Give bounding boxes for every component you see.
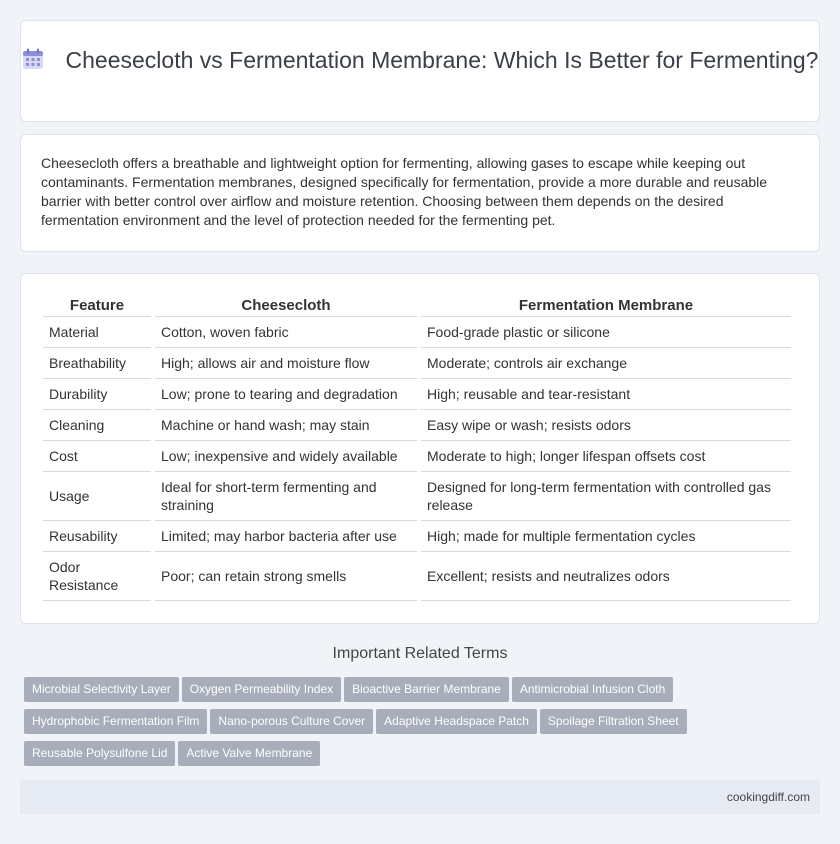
membrane-cell: Designed for long-term fermentation with controlled gas release xyxy=(421,472,791,521)
cheesecloth-cell: Machine or hand wash; may stain xyxy=(155,410,417,441)
membrane-cell: Food-grade plastic or silicone xyxy=(421,317,791,348)
membrane-cell: Moderate; controls air exchange xyxy=(421,348,791,379)
feature-cell: Cost xyxy=(43,441,151,472)
table-row xyxy=(43,348,791,379)
cheesecloth-cell: Poor; can retain strong smells xyxy=(155,552,417,601)
column-header-feature: Feature xyxy=(43,294,151,317)
table-row xyxy=(43,521,791,552)
related-term-tag[interactable]: Oxygen Permeability Index xyxy=(182,677,341,702)
table-row xyxy=(43,317,791,348)
related-terms-list xyxy=(24,677,820,773)
table-row xyxy=(43,441,791,472)
tag-row xyxy=(24,709,820,741)
membrane-cell: Moderate to high; longer lifespan offsets cost xyxy=(421,441,791,472)
related-term-tag[interactable]: Reusable Polysulfone Lid xyxy=(24,741,175,766)
membrane-cell: Easy wipe or wash; resists odors xyxy=(421,410,791,441)
cheesecloth-cell: Cotton, woven fabric xyxy=(155,317,417,348)
feature-cell: Reusability xyxy=(43,521,151,552)
table-row xyxy=(43,552,791,601)
comparison-table xyxy=(39,294,795,601)
membrane-cell: High; made for multiple fermentation cycles xyxy=(421,521,791,552)
feature-cell: Odor Resistance xyxy=(43,552,151,601)
calendar-icon xyxy=(22,48,44,70)
intro-paragraph: Cheesecloth offers a breathable and lightweight option for fermenting, allowing gases to escape while keeping out contaminants. Fermentation membranes, designed specifically for fermentation, provide a more durable and reusable barrier with better control over airflow and moisture retention. Choosing between them depends on the desired fermentation environment and the level of protection needed for the fermenting pet. xyxy=(41,155,768,228)
table-row xyxy=(43,410,791,441)
feature-cell: Cleaning xyxy=(43,410,151,441)
feature-cell: Material xyxy=(43,317,151,348)
related-term-tag[interactable]: Nano-porous Culture Cover xyxy=(210,709,373,734)
feature-cell: Breathability xyxy=(43,348,151,379)
cheesecloth-cell: Low; inexpensive and widely available xyxy=(155,441,417,472)
cheesecloth-cell: Ideal for short-term fermenting and straining xyxy=(155,472,417,521)
related-term-tag[interactable]: Active Valve Membrane xyxy=(178,741,320,766)
related-terms-heading: Important Related Terms xyxy=(332,645,508,662)
related-term-tag[interactable]: Adaptive Headspace Patch xyxy=(376,709,537,734)
tag-row xyxy=(24,741,820,773)
column-header-cheesecloth: Cheesecloth xyxy=(155,294,417,317)
related-term-tag[interactable]: Spoilage Filtration Sheet xyxy=(540,709,687,734)
feature-cell: Usage xyxy=(43,472,151,521)
comparison-table-card xyxy=(20,273,820,624)
membrane-cell: Excellent; resists and neutralizes odors xyxy=(421,552,791,601)
footer-bar xyxy=(20,780,820,814)
page-title: Cheesecloth vs Fermentation Membrane: Which Is Better for Fermenting? xyxy=(65,47,819,73)
page-title-wrap xyxy=(21,45,819,76)
related-term-tag[interactable]: Antimicrobial Infusion Cloth xyxy=(512,677,673,702)
tag-row xyxy=(24,677,820,709)
feature-cell: Durability xyxy=(43,379,151,410)
intro-card xyxy=(20,134,820,252)
table-row xyxy=(43,379,791,410)
related-term-tag[interactable]: Bioactive Barrier Membrane xyxy=(344,677,509,702)
membrane-cell: High; reusable and tear-resistant xyxy=(421,379,791,410)
cheesecloth-cell: Low; prone to tearing and degradation xyxy=(155,379,417,410)
related-term-tag[interactable]: Hydrophobic Fermentation Film xyxy=(24,709,207,734)
cheesecloth-cell: High; allows air and moisture flow xyxy=(155,348,417,379)
footer-site-link[interactable]: cookingdiff.com xyxy=(726,790,810,804)
header-card xyxy=(20,20,820,122)
table-row xyxy=(43,472,791,521)
related-term-tag[interactable]: Microbial Selectivity Layer xyxy=(24,677,179,702)
column-header-membrane: Fermentation Membrane xyxy=(421,294,791,317)
cheesecloth-cell: Limited; may harbor bacteria after use xyxy=(155,521,417,552)
table-header-row xyxy=(43,294,791,317)
